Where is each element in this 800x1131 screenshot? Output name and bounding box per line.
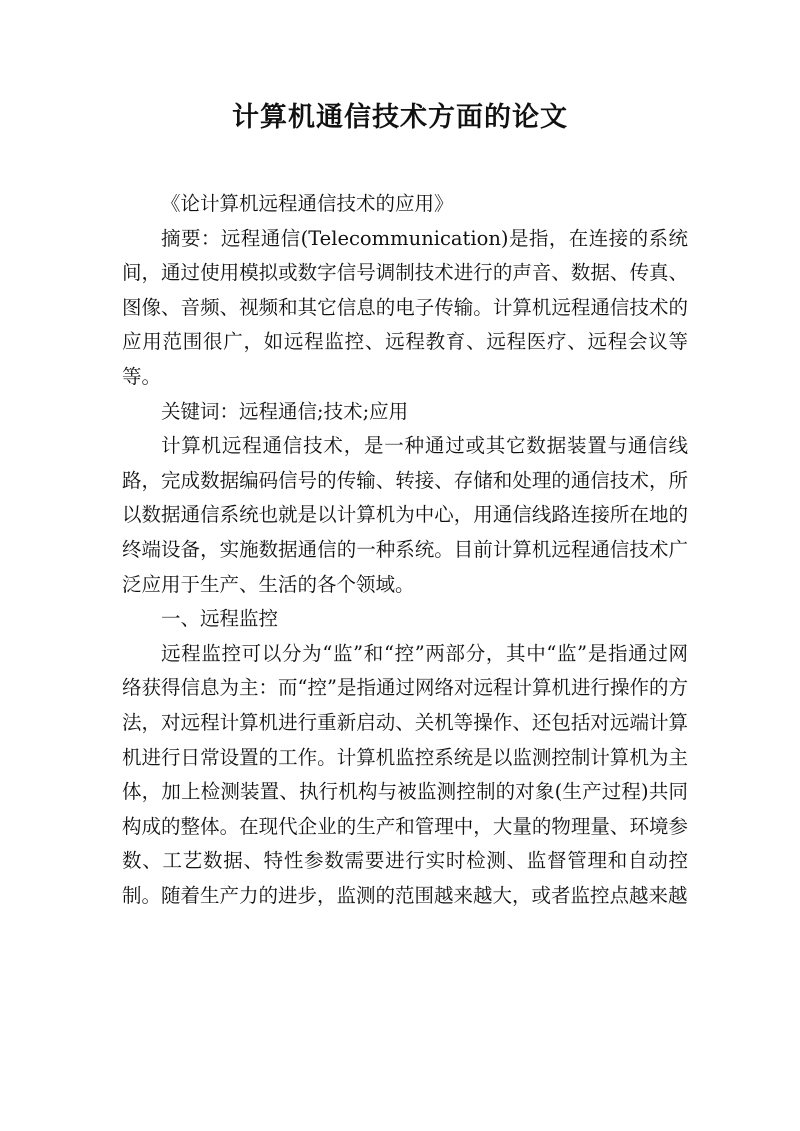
keywords-paragraph: 关键词：远程通信;技术;应用 — [161, 399, 409, 423]
intro-paragraph: 计算机远程通信技术，是一种通过或其它数据装置与通信线路，完成数据编码信号的传输、转接、存储和处理的通信技术，所以数据通信系统也就是以计算机为中心，用通信线路连接所在地的终端设备，实施数据通信的一种系统。目前计算机远程通信技术广泛应用于生产、生活的各个领域。 — [122, 434, 688, 596]
document-body — [122, 187, 688, 913]
source-title: 《论计算机远程通信技术的应用》 — [161, 192, 454, 215]
section-heading: 一、远程监控 — [161, 607, 279, 631]
abstract-paragraph: 摘要：远程通信(Telecommunication)是指，在连接的系统间，通过使用模拟或数字信号调制技术进行的声音、数据、传真、图像、音频、视频和其它信息的电子传输。计算机远程通信技术的应用范围很广，如远程监控、远程教育、远程医疗、远程会议等等。 — [122, 226, 688, 388]
section-body-paragraph: 远程监控可以分为“监”和“控”两部分，其中“监”是指通过网络获得信息为主：而“控”是指通过网络对远程计算机进行操作的方法，对远程计算机进行重新启动、关机等操作、还包括对远端计算机进行日常设置的工作。计算机监控系统是以监测控制计算机为主体，加上检测装置、执行机构与被监测控制的对象(生产过程)共同构成的整体。在现代企业的生产和管理中，大量的物理量、环境参数、工艺数据、特性参数需要进行实时检测、监督管理和自动控制。随着生产力的进步，监测的范围越来越大，或者监控点越来越 — [122, 641, 688, 907]
document-title: 计算机通信技术方面的论文 — [232, 102, 568, 133]
